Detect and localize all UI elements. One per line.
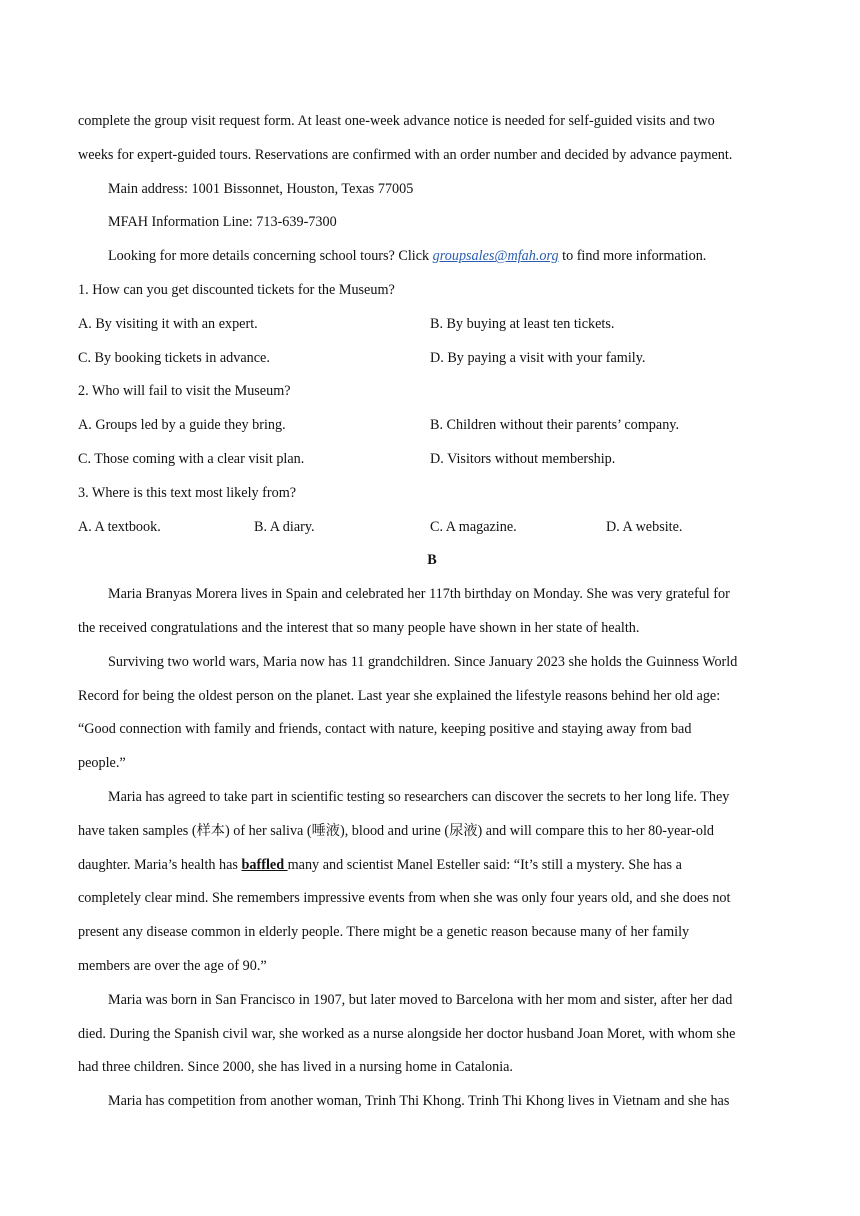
section-b-heading: B bbox=[427, 552, 437, 569]
option-a: A. A textbook. bbox=[78, 518, 161, 535]
passage-b-line: had three children. Since 2000, she has lived in a nursing home in Catalonia. bbox=[78, 1059, 513, 1076]
option-d: D. By paying a visit with your family. bbox=[430, 349, 646, 366]
passage-b-line: have taken samples (样本) of her saliva (唾液), blood and urine (尿液) and will compare this to her 80-year-old bbox=[78, 822, 714, 839]
passage-a-line: complete the group visit request form. At least one-week advance notice is needed for self-guided visits and two bbox=[78, 113, 715, 129]
info-line: MFAH Information Line: 713-639-7300 bbox=[108, 214, 337, 231]
option-b: B. By buying at least ten tickets. bbox=[430, 315, 615, 332]
passage-b-text: daughter. Maria’s health has bbox=[78, 856, 242, 873]
passage-b-line: the received congratulations and the interest that so many people have shown in her state of health. bbox=[78, 619, 640, 636]
question-2-options-row bbox=[78, 446, 786, 480]
option-c: C. A magazine. bbox=[430, 518, 517, 535]
details-text: to find more information. bbox=[558, 248, 707, 265]
question-1-options-row bbox=[78, 311, 786, 345]
question-3-options-row bbox=[78, 514, 786, 548]
option-d: D. Visitors without membership. bbox=[430, 450, 616, 467]
option-a: A. By visiting it with an expert. bbox=[78, 315, 258, 332]
question-1: 1. How can you get discounted tickets for the Museum? bbox=[78, 281, 395, 298]
passage-b-line: Record for being the oldest person on the planet. Last year she explained the lifestyle reasons behind her old age: bbox=[78, 687, 721, 704]
passage-b-line: Maria Branyas Morera lives in Spain and celebrated her 117th birthday on Monday. She was very grateful for bbox=[108, 586, 730, 603]
passage-b-line: completely clear mind. She remembers impressive events from when she was only four years old, and she does not bbox=[78, 890, 731, 907]
passage-a-line: weeks for expert-guided tours. Reservations are confirmed with an order number and decided by advance payment. bbox=[78, 146, 733, 163]
baffled-keyword: baffled bbox=[241, 856, 288, 873]
passage-b-line: people.” bbox=[78, 755, 126, 772]
details-text: Looking for more details concerning school tours? Click bbox=[108, 248, 433, 265]
question-2-options-row bbox=[78, 412, 786, 446]
passage-b-line: “Good connection with family and friends, contact with nature, keeping positive and staying away from bad bbox=[78, 721, 692, 738]
groupsales-email-link[interactable]: groupsales@mfah.org bbox=[432, 248, 559, 265]
passage-b-line: died. During the Spanish civil war, she worked as a nurse alongside her doctor husband Joan Moret, with whom she bbox=[78, 1025, 736, 1042]
option-b: B. Children without their parents’ company. bbox=[430, 417, 680, 434]
passage-b-line: Maria was born in San Francisco in 1907, but later moved to Barcelona with her mom and sister, after her dad bbox=[108, 991, 733, 1008]
passage-b-line: Maria has agreed to take part in scientific testing so researchers can discover the secrets to her long life. They bbox=[108, 788, 730, 805]
details-line bbox=[78, 243, 786, 277]
option-c: C. By booking tickets in advance. bbox=[78, 349, 270, 366]
passage-b-line: members are over the age of 90.” bbox=[78, 957, 267, 974]
question-2: 2. Who will fail to visit the Museum? bbox=[78, 383, 291, 400]
question-1-options-row bbox=[78, 345, 786, 379]
passage-b-line: Surviving two world wars, Maria now has 11 grandchildren. Since January 2023 she holds the Guinness World bbox=[108, 653, 738, 670]
passage-b-line: Maria has competition from another woman, Trinh Thi Khong. Trinh Thi Khong lives in Vietnam and she has bbox=[108, 1093, 730, 1110]
option-b: B. A diary. bbox=[254, 518, 315, 535]
document-page bbox=[78, 108, 786, 1122]
question-3: 3. Where is this text most likely from? bbox=[78, 484, 297, 501]
option-d: D. A website. bbox=[606, 518, 683, 535]
option-c: C. Those coming with a clear visit plan. bbox=[78, 450, 305, 467]
passage-b-line bbox=[78, 852, 786, 886]
main-address: Main address: 1001 Bissonnet, Houston, Texas 77005 bbox=[108, 180, 414, 197]
passage-b-text: many and scientist Manel Esteller said: “It’s still a mystery. She has a bbox=[287, 856, 682, 873]
passage-b-line: present any disease common in elderly people. There might be a genetic reason because many of her family bbox=[78, 924, 690, 941]
option-a: A. Groups led by a guide they bring. bbox=[78, 417, 286, 434]
